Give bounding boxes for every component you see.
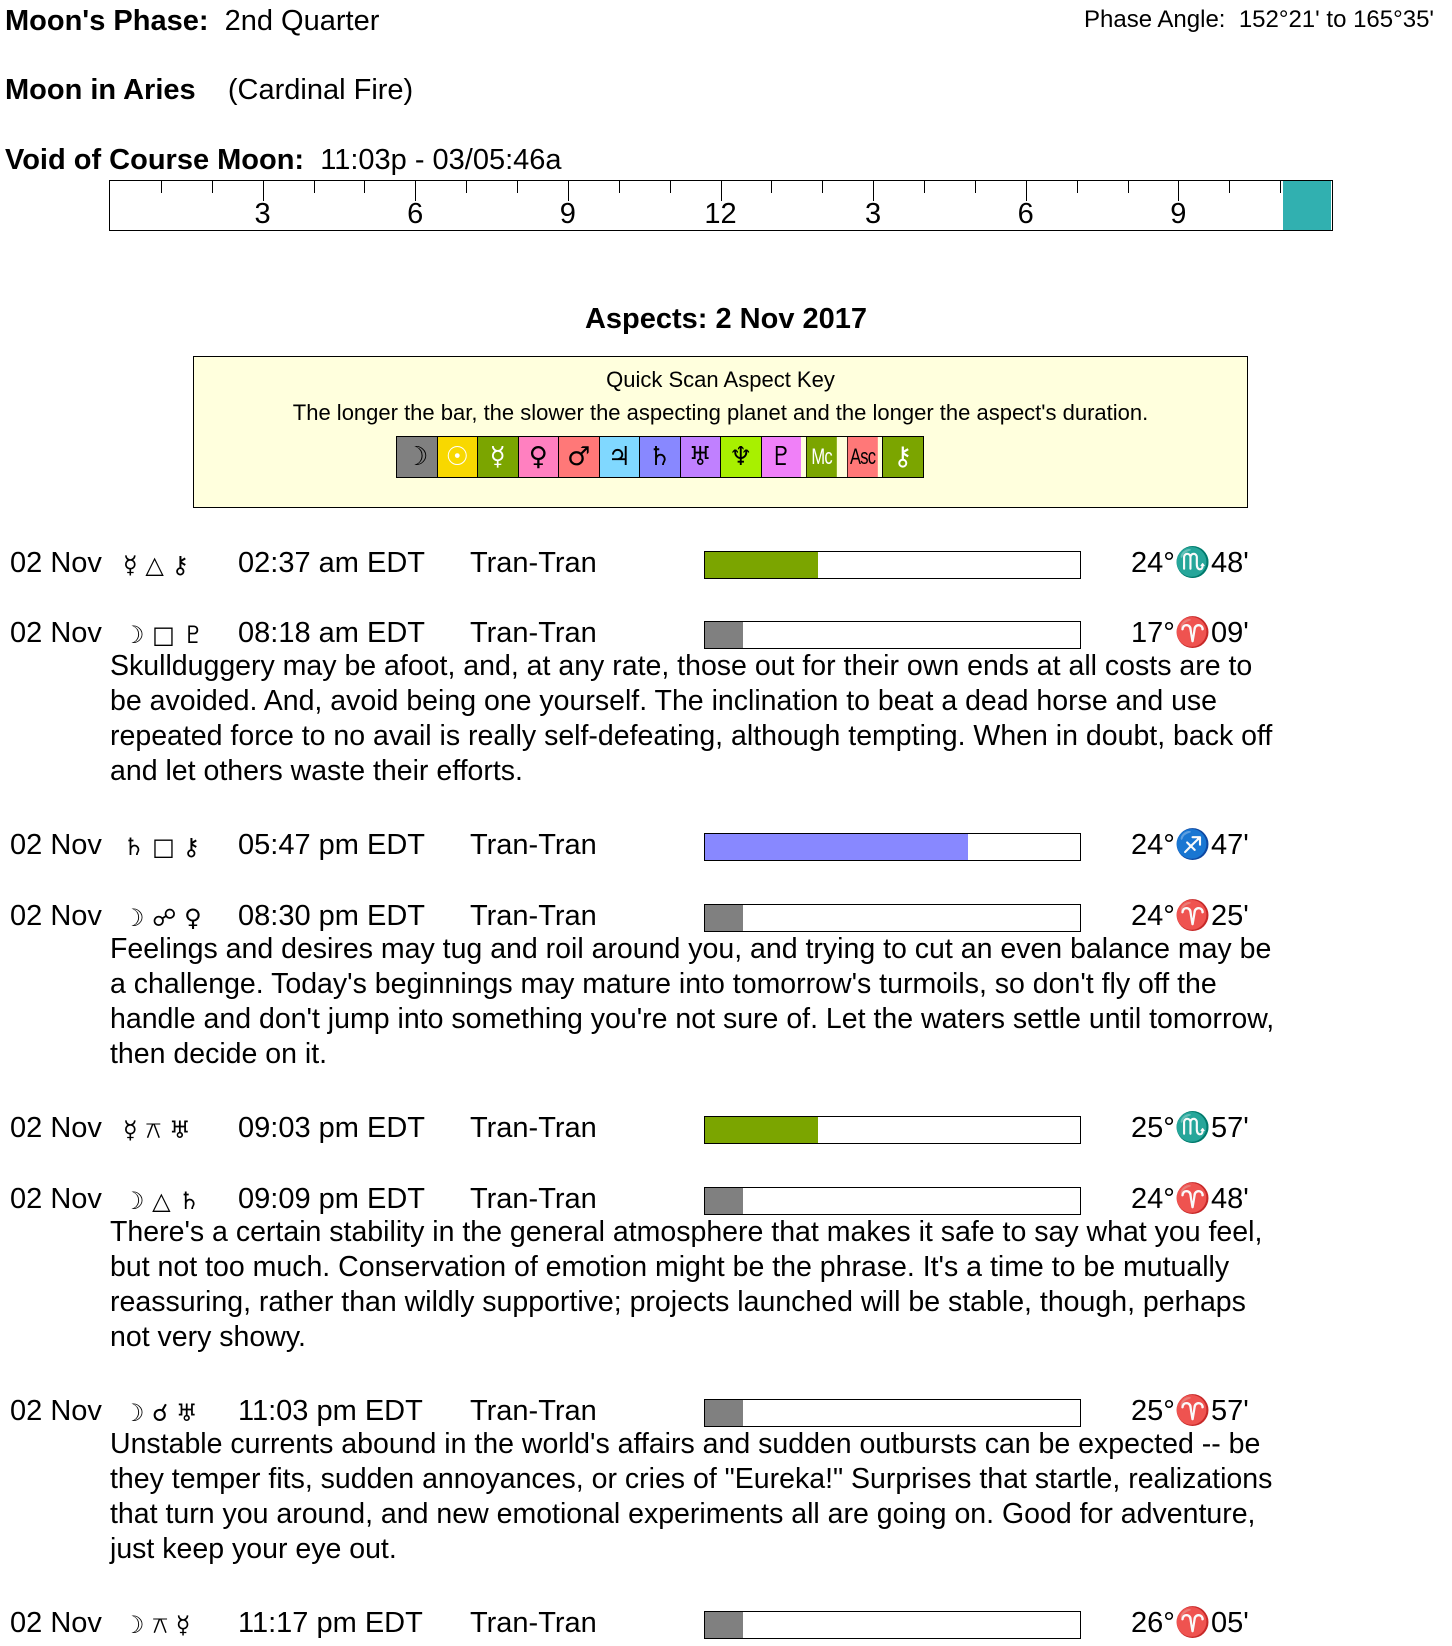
aspect-duration-fill <box>705 622 743 648</box>
ruler-hour-label: 6 <box>407 198 424 230</box>
moon-sign <box>5 73 413 107</box>
aspect-time: 08:18 am EDT <box>238 617 425 649</box>
aspect-time: 11:17 pm EDT <box>238 1607 423 1639</box>
ruler-hour-label: 9 <box>1170 198 1187 230</box>
venus-key-icon: ♀ <box>518 437 559 477</box>
aspect-row <box>5 828 705 862</box>
saturn-key-icon: ♄ <box>639 437 680 477</box>
aspect-time: 11:03 pm EDT <box>238 1395 423 1427</box>
aspect-description-line: Skullduggery may be afoot, and, at any rate, those out for their own ends at all costs are to <box>110 650 1253 682</box>
aspect-duration-fill <box>705 1400 743 1426</box>
ruler-tick <box>1128 181 1129 193</box>
aspect-duration-fill <box>705 1612 743 1638</box>
aspect-description <box>110 932 1430 1072</box>
aspect-type: Tran-Tran <box>470 829 597 861</box>
aspect-glyphs-icon: ☽ □ ♇ <box>123 621 204 649</box>
aspect-type: Tran-Tran <box>470 617 597 649</box>
ruler-tick <box>1280 181 1281 193</box>
ruler-tick <box>924 181 925 193</box>
aspect-position: 17°♈09' <box>1131 617 1249 649</box>
ruler-hour-label: 6 <box>1017 198 1034 230</box>
aspect-glyphs-icon: ☽ ☍ ♀ <box>123 904 202 932</box>
aspect-description <box>110 1215 1430 1355</box>
aspect-duration-fill <box>705 1117 818 1143</box>
aspect-duration-fill <box>705 1188 743 1214</box>
ruler-tick <box>822 181 823 193</box>
aspect-position: 24°♈25' <box>1131 900 1249 932</box>
pluto-key-icon: ♇ <box>761 437 802 477</box>
mercury-key-icon: ☿ <box>477 437 518 477</box>
aspect-glyphs-icon: ☽ △ ♄ <box>123 1187 200 1215</box>
voc-label: Void of Course Moon: <box>5 144 305 176</box>
aspect-position: 24°♏48' <box>1131 547 1249 579</box>
aspect-glyphs-icon: ☽ ☌ ♅ <box>123 1399 198 1427</box>
aspect-position: 24°♐47' <box>1131 829 1249 861</box>
aspect-description-line: that turn you around, and new emotional experiments all are going on. Good for adventure, <box>110 1498 1256 1530</box>
aspect-duration-bar <box>704 551 1081 579</box>
aspect-type: Tran-Tran <box>470 900 597 932</box>
aspect-description-line: There's a certain stability in the general atmosphere that makes it safe to say what you feel, <box>110 1216 1263 1248</box>
aspect-time: 02:37 am EDT <box>238 547 425 579</box>
aspect-position: 26°♈05' <box>1131 1607 1249 1639</box>
aspect-date: 02 Nov <box>10 900 102 932</box>
aspect-type: Tran-Tran <box>470 1395 597 1427</box>
void-of-course <box>5 143 562 177</box>
aspect-description-line: Unstable currents abound in the world's affairs and sudden outbursts can be expected -- be <box>110 1428 1261 1460</box>
aspect-position: 24°♈48' <box>1131 1183 1249 1215</box>
aspect-type: Tran-Tran <box>470 1183 597 1215</box>
aspects-title: Aspects: 2 Nov 2017 <box>584 303 868 335</box>
ruler-tick <box>161 181 162 193</box>
sun-key-icon: ☉ <box>437 437 478 477</box>
aspect-glyphs-icon: ☽ ⚻ ☿ <box>123 1611 191 1639</box>
ruler-tick <box>771 181 772 193</box>
aspect-description-line: then decide on it. <box>110 1038 328 1070</box>
aspect-row <box>5 546 705 580</box>
jupiter-key-icon: ♃ <box>599 437 640 477</box>
aspect-type: Tran-Tran <box>470 547 597 579</box>
ruler-tick <box>517 181 518 193</box>
aspect-duration-bar <box>704 1611 1081 1639</box>
ruler-tick <box>1077 181 1078 193</box>
moon-sign-detail: (Cardinal Fire) <box>227 74 414 106</box>
aspect-duration-fill <box>705 552 818 578</box>
aspect-time: 09:03 pm EDT <box>238 1112 425 1144</box>
aspect-description-line: repeated force to no avail is really self-defeating, although tempting. When in doubt, back off <box>110 720 1273 752</box>
aspect-description-line: a challenge. Today's beginnings may mature into tomorrow's turmoils, so don't fly off the <box>110 968 1217 1000</box>
ruler-hour-label: 9 <box>559 198 576 230</box>
ruler-tick <box>364 181 365 193</box>
aspect-duration-bar <box>704 621 1081 649</box>
aspect-date: 02 Nov <box>10 829 102 861</box>
aspect-description-line: but not too much. Conservation of emotion might be the phrase. It's a time to be mutually <box>110 1251 1230 1283</box>
aspect-key-box <box>193 356 1248 508</box>
ruler-tick <box>466 181 467 193</box>
aspect-type: Tran-Tran <box>470 1607 597 1639</box>
voc-period-fill <box>1283 181 1331 230</box>
aspect-type: Tran-Tran <box>470 1112 597 1144</box>
aspect-duration-fill <box>705 834 968 860</box>
voc-timeline-ruler <box>109 180 1333 231</box>
ruler-hour-label: 12 <box>704 198 737 230</box>
aspect-description-line: handle and don't jump into something you're not sure of. Let the waters settle until tomorrow, <box>110 1003 1275 1035</box>
aspect-description-line: reassuring, rather than wildly supportive; projects launched will be stable, though, perhaps <box>110 1286 1246 1318</box>
moon-phase-label: Moon's Phase: <box>5 5 209 37</box>
aspect-row <box>5 1111 705 1145</box>
mars-key-icon: ♂ <box>558 437 599 477</box>
aspect-row <box>5 1394 705 1428</box>
ruler-tick <box>212 181 213 193</box>
aspect-description-line: they temper fits, sudden annoyances, or cries of "Eureka!" Surprises that startle, realizations <box>110 1463 1273 1495</box>
moon-sign-label: Moon in Aries <box>5 74 196 106</box>
aspect-time: 08:30 pm EDT <box>238 900 425 932</box>
aspect-glyphs-icon: ♄ □ ⚷ <box>123 833 201 861</box>
ascendant-key-icon: Asc <box>847 437 877 477</box>
aspect-row <box>5 899 705 933</box>
aspect-date: 02 Nov <box>10 547 102 579</box>
midheaven-key-icon: Mc <box>806 437 836 477</box>
aspect-duration-bar <box>704 833 1081 861</box>
aspect-description-line: Feelings and desires may tug and roil around you, and trying to cut an even balance may be <box>110 933 1272 965</box>
aspect-key-legend <box>396 436 924 478</box>
aspect-row <box>5 1606 705 1640</box>
moon-key-icon: ☽ <box>397 437 437 477</box>
voc-value: 11:03p - 03/05:46a <box>320 144 562 176</box>
aspect-description-line: not very showy. <box>110 1321 306 1353</box>
ruler-hour-label: 3 <box>865 198 882 230</box>
ruler-tick <box>314 181 315 193</box>
aspect-time: 09:09 pm EDT <box>238 1183 425 1215</box>
aspect-description-line: just keep your eye out. <box>110 1533 397 1565</box>
aspect-description <box>110 1427 1430 1567</box>
ruler-hour-label: 3 <box>254 198 271 230</box>
phase-angle-value: 152°21' to 165°35' <box>1238 6 1434 33</box>
uranus-key-icon: ♅ <box>680 437 721 477</box>
aspect-date: 02 Nov <box>10 1607 102 1639</box>
aspect-date: 02 Nov <box>10 1183 102 1215</box>
aspect-description <box>110 649 1430 789</box>
aspect-date: 02 Nov <box>10 617 102 649</box>
aspect-time: 05:47 pm EDT <box>238 829 425 861</box>
ruler-tick <box>975 181 976 193</box>
ruler-tick <box>619 181 620 193</box>
aspect-duration-bar <box>704 1116 1081 1144</box>
phase-angle-label: Phase Angle: <box>1084 6 1226 33</box>
aspect-duration-bar <box>704 1399 1081 1427</box>
aspect-glyphs-icon: ☿ △ ⚷ <box>123 551 190 579</box>
chiron-key-icon: ⚷ <box>882 437 923 477</box>
moon-phase <box>5 4 379 38</box>
aspect-position: 25°♈57' <box>1131 1395 1249 1427</box>
neptune-key-icon: ♆ <box>720 437 761 477</box>
aspect-description-line: be avoided. And, avoid being one yourself. The inclination to beat a dead horse and use <box>110 685 1218 717</box>
aspect-duration-fill <box>705 905 743 931</box>
aspect-row <box>5 616 705 650</box>
aspect-description-line: and let others waste their efforts. <box>110 755 523 787</box>
ruler-tick <box>670 181 671 193</box>
aspect-glyphs-icon: ☿ ⚻ ♅ <box>123 1116 191 1144</box>
aspect-key-title: Quick Scan Aspect Key <box>606 367 835 392</box>
aspect-duration-bar <box>704 1187 1081 1215</box>
aspect-row <box>5 1182 705 1216</box>
aspect-date: 02 Nov <box>10 1112 102 1144</box>
phase-angle <box>1084 6 1434 34</box>
aspect-duration-bar <box>704 904 1081 932</box>
ruler-tick <box>1229 181 1230 193</box>
aspect-key-description: The longer the bar, the slower the aspecting planet and the longer the aspect's duration. <box>292 400 1149 425</box>
aspect-date: 02 Nov <box>10 1395 102 1427</box>
aspect-position: 25°♏57' <box>1131 1112 1249 1144</box>
moon-phase-value: 2nd Quarter <box>224 5 380 37</box>
